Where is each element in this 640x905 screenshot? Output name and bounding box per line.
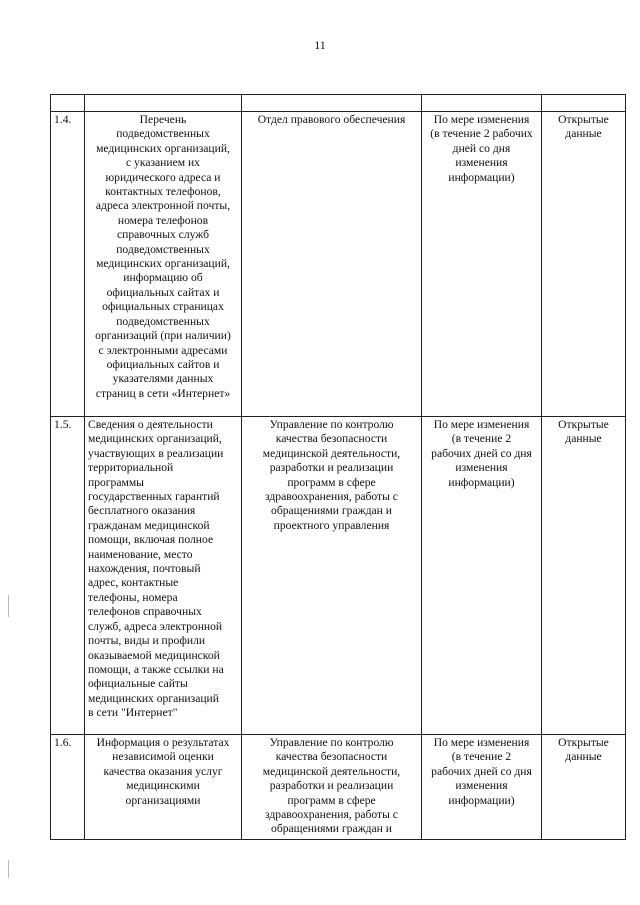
item-name-line: телефоны, номера: [88, 590, 178, 604]
item-name-line: в сети "Интернет": [88, 706, 178, 720]
item-name-line: нахождения, почтовый: [88, 562, 201, 576]
item-name-line: почты, виды и профили: [88, 634, 206, 648]
update-term-line: дней со дня: [452, 141, 511, 155]
item-name-line: Сведения о деятельности: [88, 418, 213, 431]
scan-margin-mark: [8, 595, 9, 617]
responsible-unit: [242, 417, 422, 735]
item-name-line: наименование, место: [88, 547, 193, 561]
header-cell: [542, 95, 626, 112]
item-name-line: медицинских организаций,: [96, 257, 230, 271]
update-term-line: изменения: [455, 156, 508, 170]
scan-margin-mark: [8, 860, 9, 878]
item-name-line: подведомственных: [116, 314, 210, 328]
responsible-unit-line: разработки и реализации: [269, 779, 394, 793]
update-term-line: (в течение 2 рабочих: [430, 127, 533, 141]
responsible-unit-line: качества безопасности: [275, 750, 388, 764]
header-cell: [51, 95, 85, 112]
document-table: [50, 94, 626, 840]
header-cell: [422, 95, 542, 112]
access-type-line: Открытые: [558, 418, 609, 431]
item-name: [85, 112, 242, 417]
table-row: [51, 735, 626, 840]
access-type: [542, 735, 626, 840]
header-cell: [85, 95, 242, 112]
responsible-unit-line: Управление по контролю: [269, 736, 394, 749]
item-name-line: с электронными адресами: [98, 343, 228, 357]
update-term: [422, 735, 542, 840]
responsible-unit-line: здравоохранения, работы с: [265, 808, 398, 822]
responsible-unit-line: программ в сфере: [287, 475, 376, 489]
update-term: [422, 417, 542, 735]
item-name-line: Перечень: [139, 113, 187, 126]
update-term: [422, 112, 542, 417]
item-name-line: страниц в сети «Интернет»: [95, 386, 231, 400]
item-name-line: помощи, а также ссылки на: [88, 662, 224, 676]
item-name-line: бесплатного оказания: [88, 504, 196, 518]
item-name-line: номера телефонов: [117, 213, 209, 227]
responsible-unit-line: Управление по контролю: [269, 418, 394, 431]
item-name-line: организаций (при наличии): [95, 329, 231, 343]
table-row: [51, 112, 626, 417]
responsible-unit-line: качества безопасности: [275, 432, 388, 446]
access-type-line: данные: [565, 432, 602, 446]
item-name-line: справочных служб: [116, 228, 210, 242]
item-name-line: информацию об: [123, 271, 203, 285]
responsible-unit-line: Отдел правового обеспечения: [257, 113, 406, 126]
access-type: [542, 112, 626, 417]
item-name-line: подведомственных: [116, 242, 210, 256]
item-name-line: качества оказания услуг: [103, 764, 223, 778]
responsible-unit-line: обращениями граждан и: [271, 504, 392, 518]
update-term-line: рабочих дней со дня: [431, 446, 532, 460]
responsible-unit-line: проектного управления: [273, 518, 390, 532]
update-term-line: изменения: [455, 779, 508, 793]
responsible-unit-line: медицинской деятельности,: [262, 764, 401, 778]
item-name-line: государственных гарантий: [88, 490, 220, 504]
header-cell: [242, 95, 422, 112]
access-type: [542, 417, 626, 735]
item-name-line: медицинских организаций: [88, 691, 219, 705]
update-term-line: (в течение 2: [451, 432, 512, 446]
responsible-unit-line: разработки и реализации: [269, 461, 394, 475]
update-term-line: (в течение 2: [451, 750, 512, 764]
update-term-line: По мере изменения: [433, 418, 530, 431]
row-number: 1.4.: [51, 112, 85, 417]
access-type-line: данные: [565, 750, 602, 764]
item-name-line: официальных сайтах и: [106, 285, 220, 299]
page-number: 11: [314, 38, 326, 52]
item-name-line: оказываемой медицинской: [88, 648, 220, 662]
table-header-row: [51, 95, 626, 112]
item-name: [85, 735, 242, 840]
item-name-line: с указанием их: [126, 156, 200, 170]
access-type-line: Открытые: [558, 113, 609, 126]
item-name-line: территориальной: [88, 461, 174, 475]
item-name-line: контактных телефонов,: [105, 185, 221, 199]
update-term-line: информации): [448, 475, 515, 489]
responsible-unit: [242, 735, 422, 840]
item-name-line: участвующих в реализации: [88, 446, 224, 460]
item-name: [85, 417, 242, 735]
item-name-line: подведомственных: [116, 127, 210, 141]
responsible-unit-line: здравоохранения, работы с: [265, 490, 398, 504]
item-name-line: Информация о результатах: [96, 736, 230, 749]
responsible-unit-line: обращениями граждан и: [271, 822, 392, 836]
responsible-unit-line: медицинской деятельности,: [262, 446, 401, 460]
item-name-line: адреса электронной почты,: [95, 199, 231, 213]
item-name-line: медицинских организаций,: [96, 141, 230, 155]
access-type-line: Открытые: [558, 736, 609, 749]
item-name-line: гражданам медицинской: [88, 518, 210, 532]
item-name-line: помощи, включая полное: [88, 533, 214, 547]
update-term-line: рабочих дней со дня: [431, 764, 532, 778]
row-number: 1.5.: [51, 417, 85, 735]
item-name-line: служб, адреса электронной: [88, 619, 223, 633]
item-name-line: официальных сайтов и: [106, 357, 220, 371]
row-number: 1.6.: [51, 735, 85, 840]
table-row: [51, 417, 626, 735]
update-term-line: информации): [448, 793, 515, 807]
item-name-line: медицинскими: [126, 779, 200, 793]
item-name-line: юридического адреса и: [105, 170, 221, 184]
update-term-line: По мере изменения: [433, 736, 530, 749]
access-type-line: данные: [565, 127, 602, 141]
item-name-line: программы: [88, 475, 144, 489]
item-name-line: телефонов справочных: [88, 605, 202, 619]
update-term-line: По мере изменения: [433, 113, 530, 126]
item-name-line: официальные сайты: [88, 677, 188, 691]
update-term-line: информации): [448, 170, 515, 184]
responsible-unit-line: программ в сфере: [287, 793, 376, 807]
item-name-line: независимой оценки: [112, 750, 214, 764]
item-name-line: адрес, контактные: [88, 576, 179, 590]
update-term-line: изменения: [455, 461, 508, 475]
item-name-line: официальных страницах: [102, 300, 224, 314]
item-name-line: указателями данных: [112, 372, 214, 386]
responsible-unit: [242, 112, 422, 417]
item-name-line: организациями: [125, 793, 201, 807]
item-name-line: медицинских организаций,: [88, 432, 222, 446]
